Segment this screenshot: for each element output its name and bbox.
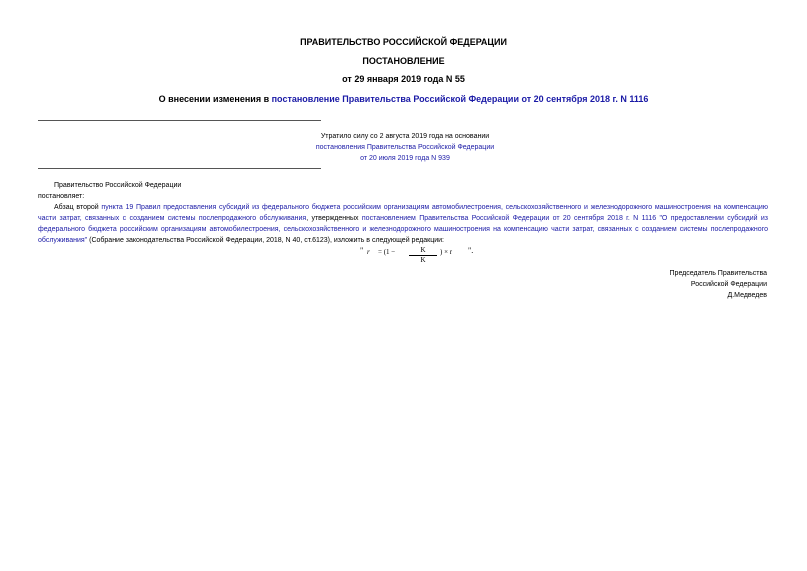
para-start: Абзац второй — [54, 204, 102, 211]
document-date-number: от 29 января 2019 года N 55 — [342, 74, 465, 84]
formula-fraction — [407, 246, 439, 265]
postanovlyaet-text: постановляет: — [38, 193, 85, 200]
amendment-paragraph — [38, 202, 768, 246]
signatory-position: Председатель Правительства — [669, 270, 767, 277]
amended-act-link[interactable]: постановление Правительства Российской Федерации от 20 сентября 2018 г. N 1116 — [271, 94, 649, 104]
formula-lhs: r — [367, 248, 370, 256]
divider-top — [38, 120, 321, 121]
signatory-country: Российской Федерации — [690, 281, 767, 288]
intro-text: Правительство Российской Федерации — [54, 182, 182, 189]
formula-denominator: K — [420, 256, 426, 264]
signature-block — [567, 268, 767, 301]
signatory-name: Д.Медведев — [727, 292, 767, 299]
formula-open-quote: " — [360, 246, 364, 255]
repeal-act-date-link[interactable]: от 20 июля 2019 года N 939 — [360, 155, 450, 162]
status-note — [38, 131, 772, 164]
formula — [360, 246, 474, 268]
formula-close-quote: ". — [468, 246, 474, 255]
formula-numerator: K — [420, 246, 426, 254]
resolution-1116-link[interactable]: постановлением Правительства Российской Федерации от 20 сентября 2018 г. N 1116 "О предоставлении субсидий из федерального бюджета российским организациям автомобилестроения, сельскохозяйственного и железнодорожного машиностроения на компенсацию части затрат, связанных с созданием системы послепродажного обслуживания" — [38, 215, 768, 244]
government-heading: ПРАВИТЕЛЬСТВО РОССИЙСКОЙ ФЕДЕРАЦИИ — [300, 37, 507, 47]
para-end: (Собрание законодательства Российской Федерации, 2018, N 40, ст.6123), изложить в следующей редакции: — [87, 237, 444, 244]
document-type: ПОСТАНОВЛЕНИЕ — [362, 56, 445, 66]
formula-eq: = (1 − — [378, 248, 396, 256]
divider-bottom — [38, 168, 321, 169]
document-title — [0, 94, 807, 104]
rules-point-link[interactable]: пункта 19 Правил предоставления субсидий из федерального бюджета российским организациям автомобилестроения, сельскохозяйственного и железнодорожного машиностроения на компенсацию части затрат, связанных с созданием системы послепродажного обслуживания — [38, 204, 768, 222]
title-prefix: О внесении изменения в — [158, 94, 272, 104]
para-mid: , утвержденных — [306, 215, 362, 222]
repeal-act-link[interactable]: постановления Правительства Российской Федерации — [315, 144, 495, 151]
formula-rhs: ) × r — [440, 248, 453, 256]
status-line: Утратило силу со 2 августа 2019 года на основании — [320, 133, 490, 140]
